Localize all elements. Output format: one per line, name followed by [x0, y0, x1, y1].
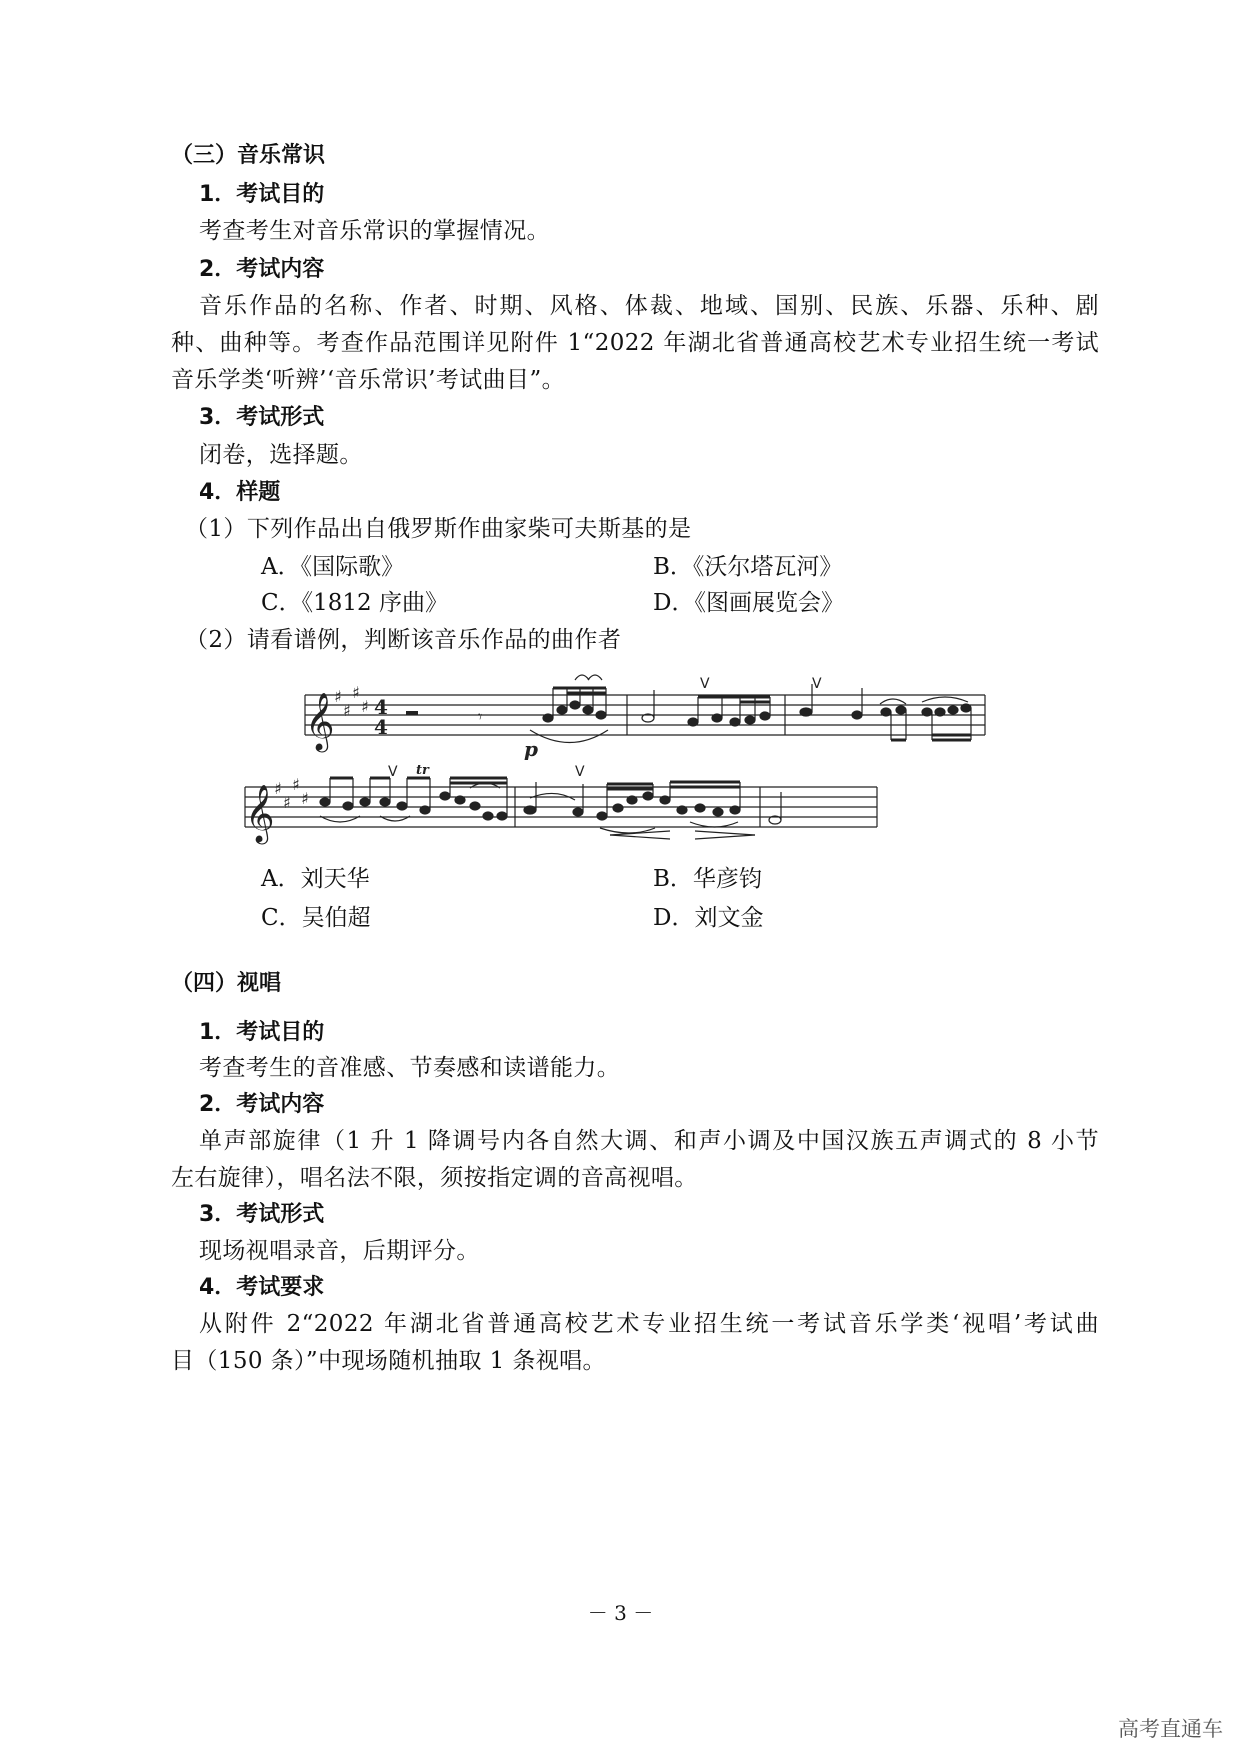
trill-marking: tr: [416, 763, 429, 778]
note: [570, 701, 580, 709]
question-2-stem: （2）请看谱例，判断该音乐作品的曲作者: [185, 627, 622, 653]
section-4-purpose-text: 考查考生的音准感、节奏感和读谱能力。: [199, 1055, 621, 1081]
sharp-icon: ♯: [301, 789, 309, 808]
note: [935, 708, 945, 716]
section-4-form-heading: 3．考试形式: [199, 1202, 325, 1227]
note: [712, 714, 722, 722]
note: [695, 804, 705, 812]
sharp-icon: ♯: [343, 701, 351, 720]
note: [397, 802, 407, 810]
section-4-form-text: 现场视唱录音，后期评分。: [199, 1238, 480, 1264]
note: [573, 808, 583, 816]
half-rest-icon: [406, 711, 418, 715]
note: [455, 796, 465, 804]
note: [677, 806, 687, 814]
note: [730, 718, 740, 726]
dynamic-marking: p: [524, 737, 538, 761]
note: [440, 792, 450, 800]
sharp-icon: ♯: [334, 687, 342, 706]
note: [524, 806, 536, 814]
sharp-icon: ♯: [292, 775, 300, 794]
note: [420, 806, 430, 814]
note: [760, 712, 770, 720]
section-3-purpose-heading: 1．考试目的: [199, 182, 325, 207]
up-bow-mark: V: [575, 764, 585, 780]
section-4-title: （四）视唱: [171, 971, 282, 996]
treble-clef-icon: 𝄞: [305, 692, 335, 750]
note: [613, 804, 623, 812]
note: [470, 802, 480, 810]
note: [745, 716, 755, 724]
section-4-purpose-heading: 1．考试目的: [199, 1020, 325, 1045]
section-3-content-line: 种、曲种等。考查作品范围详见附件 1“2022 年湖北省普通高校艺术专业招生统一考试: [171, 330, 1099, 356]
section-3-content-line: 音乐学类‘听辨’‘音乐常识’考试曲目”。: [171, 367, 566, 393]
note: [360, 798, 370, 806]
section-3-sample-heading: 4．样题: [199, 480, 281, 505]
watermark: 高考直通车: [1118, 1717, 1223, 1741]
note: [483, 812, 493, 820]
note: [380, 798, 390, 806]
question-2-option-b: B．华彦钧: [653, 866, 762, 892]
note: [497, 812, 507, 820]
note: [688, 718, 698, 726]
note: [583, 706, 593, 714]
up-bow-mark: V: [388, 764, 398, 780]
section-3-purpose-text: 考查考生对音乐常识的掌握情况。: [199, 218, 550, 244]
question-1-option-d: D．《图画展览会》: [653, 590, 844, 616]
note: [713, 808, 723, 816]
treble-clef-icon: 𝄞: [245, 784, 275, 842]
section-4-requirement-line: 从附件 2“2022 年湖北省普通高校艺术专业招生统一考试音乐学类‘视唱’考试曲: [199, 1311, 1099, 1337]
up-bow-mark: V: [812, 676, 822, 692]
music-score-excerpt: [230, 660, 1020, 860]
sharp-icon: ♯: [352, 683, 360, 702]
note: [643, 792, 653, 800]
section-3-form-text: 闭卷，选择题。: [199, 442, 363, 468]
note: [660, 796, 670, 804]
section-3-content-heading: 2．考试内容: [199, 257, 325, 282]
note: [320, 798, 330, 806]
question-2-option-c: C．吴伯超: [261, 905, 371, 931]
time-signature-bottom: 4: [374, 715, 388, 739]
note: [597, 812, 607, 820]
note: [961, 704, 971, 712]
note: [543, 714, 553, 722]
section-4-content-line: 单声部旋律（1 升 1 降调号内各自然大调、和声小调及中国汉族五声调式的 8 小节: [199, 1128, 1099, 1154]
note: [896, 706, 906, 714]
note: [800, 708, 812, 716]
section-4-content-line: 左右旋律），唱名法不限，须按指定调的音高视唱。: [171, 1165, 698, 1191]
question-1-stem: （1）下列作品出自俄罗斯作曲家柴可夫斯基的是: [185, 516, 692, 542]
time-signature-top: 4: [374, 695, 388, 719]
note: [596, 711, 606, 719]
note: [852, 711, 862, 719]
sharp-icon: ♯: [283, 793, 291, 812]
question-1-option-b: B．《沃尔塔瓦河》: [653, 554, 843, 580]
question-2-option-a: A．刘天华: [261, 866, 370, 892]
section-3-form-heading: 3．考试形式: [199, 405, 325, 430]
question-1-option-a: A．《国际歌》: [261, 554, 405, 580]
page-number: － 3 －: [587, 1601, 654, 1625]
note: [922, 708, 932, 716]
section-4-requirement-line: 目（150 条）”中现场随机抽取 1 条视唱。: [171, 1348, 606, 1374]
question-2-option-d: D．刘文金: [653, 905, 764, 931]
note: [730, 806, 740, 814]
sharp-icon: ♯: [361, 697, 369, 716]
section-3-title: （三）音乐常识: [171, 143, 326, 168]
section-3-content-line: 音乐作品的名称、作者、时期、风格、体裁、地域、国别、民族、乐器、乐种、剧: [199, 293, 1099, 319]
question-1-option-c: C．《1812 序曲》: [261, 590, 448, 616]
note: [343, 802, 353, 810]
note: [627, 796, 637, 804]
note: [948, 706, 958, 714]
eighth-rest-icon: 𝄾: [478, 707, 483, 726]
section-4-requirement-heading: 4．考试要求: [199, 1275, 325, 1300]
sharp-icon: ♯: [274, 779, 282, 798]
up-bow-mark: V: [700, 676, 710, 692]
section-4-content-heading: 2．考试内容: [199, 1092, 325, 1117]
note: [881, 708, 891, 716]
note: [557, 706, 567, 714]
